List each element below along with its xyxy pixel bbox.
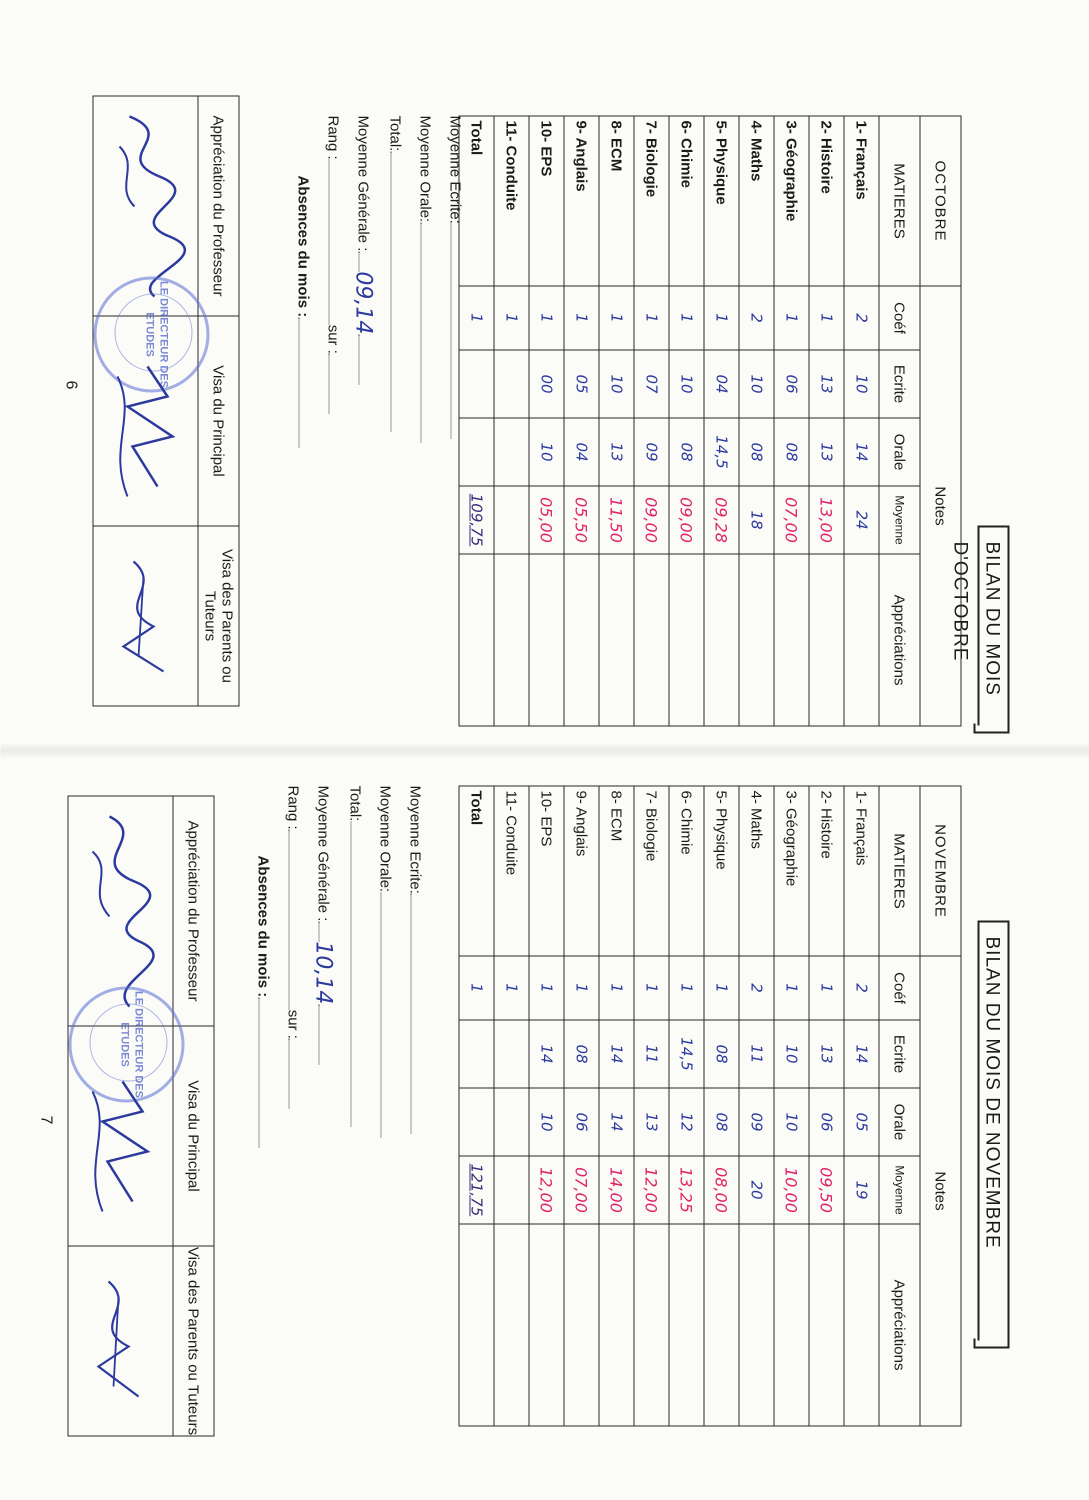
signature-icon bbox=[103, 546, 183, 686]
total-coef: 1 bbox=[459, 286, 494, 350]
moyenne-value: 13,00 bbox=[809, 486, 844, 554]
visa-principal-header: Visa du Principal bbox=[198, 316, 239, 526]
ecrite-header: Ecrite bbox=[879, 1020, 920, 1088]
orale-value: 06 bbox=[564, 1088, 599, 1156]
ecrite-value: 14 bbox=[529, 1020, 564, 1088]
appreciations-header: Appréciations bbox=[879, 1224, 920, 1426]
coef-value: 1 bbox=[704, 286, 739, 350]
ecrite-value: 10 bbox=[774, 1020, 809, 1088]
orale-value bbox=[494, 1088, 529, 1156]
ecrite-value: 14,5 bbox=[669, 1020, 704, 1088]
coef-value: 1 bbox=[809, 956, 844, 1020]
table-row bbox=[634, 786, 669, 1426]
coef-header: Coéf bbox=[879, 286, 920, 350]
coef-value: 2 bbox=[844, 956, 879, 1020]
coef-value: 1 bbox=[529, 956, 564, 1020]
moyenne-value bbox=[494, 1156, 529, 1224]
coef-value: 2 bbox=[739, 956, 774, 1020]
moyenne-value: 05,50 bbox=[564, 486, 599, 554]
page-novembre bbox=[0, 755, 1089, 1500]
table-row bbox=[809, 116, 844, 726]
appreciation-cell bbox=[704, 1224, 739, 1426]
orale-value: 14,5 bbox=[704, 418, 739, 486]
absences-label: Absences du mois : bbox=[254, 855, 271, 997]
coef-value: 1 bbox=[669, 286, 704, 350]
orale-value bbox=[494, 418, 529, 486]
table-row bbox=[739, 786, 774, 1426]
parents-signature-cell bbox=[93, 526, 198, 706]
rang-line bbox=[317, 115, 347, 445]
subject-name: 3- Géographie bbox=[774, 116, 809, 286]
coef-value: 1 bbox=[599, 956, 634, 1020]
marks-table bbox=[458, 115, 961, 726]
coef-value: 1 bbox=[669, 956, 704, 1020]
orale-value: 09 bbox=[739, 1088, 774, 1156]
total-coef: 1 bbox=[459, 956, 494, 1020]
moyenne-value: 08,00 bbox=[704, 1156, 739, 1224]
total-line-label: Total: bbox=[346, 785, 363, 821]
moyenne-header: Moyenne bbox=[879, 1156, 920, 1224]
signature-icon bbox=[72, 1071, 162, 1221]
coef-value: 1 bbox=[634, 286, 669, 350]
orale-header: Orale bbox=[879, 1088, 920, 1156]
subject-name: 7- Biologie bbox=[634, 116, 669, 286]
subject-name: 11- Conduite bbox=[494, 116, 529, 286]
orale-value: 04 bbox=[564, 418, 599, 486]
coef-value: 1 bbox=[599, 286, 634, 350]
subject-name: 9- Anglais bbox=[564, 786, 599, 956]
visa-table bbox=[92, 95, 239, 706]
ecrite-value: 10 bbox=[844, 350, 879, 418]
ecrite-header: Ecrite bbox=[879, 350, 920, 418]
moyenne-value: 09,00 bbox=[634, 486, 669, 554]
title-tab bbox=[973, 1338, 1009, 1348]
bilan-title bbox=[949, 525, 1009, 725]
appreciation-cell bbox=[634, 1224, 669, 1426]
appreciation-cell bbox=[669, 1224, 704, 1426]
total-line bbox=[379, 115, 409, 445]
visa-table bbox=[67, 795, 214, 1436]
moyenne-orale-line bbox=[409, 115, 439, 445]
moyenne-orale-label: Moyenne Orale: bbox=[376, 785, 393, 892]
rang-line bbox=[277, 785, 307, 1145]
matieres-header: MATIERES bbox=[879, 786, 920, 956]
orale-value: 14 bbox=[844, 418, 879, 486]
moyenne-generale-line bbox=[347, 115, 379, 445]
moyenne-value: 09,00 bbox=[669, 486, 704, 554]
rang-label: Rang : bbox=[284, 785, 301, 830]
coef-value: 1 bbox=[774, 286, 809, 350]
subject-name: 10- EPS bbox=[529, 116, 564, 286]
stamp-text: LE DIRECTEUR DES ETUDES bbox=[118, 990, 144, 1098]
signature-icon bbox=[74, 806, 164, 1016]
coef-value: 2 bbox=[844, 286, 879, 350]
appreciation-cell bbox=[634, 554, 669, 726]
appreciation-cell bbox=[669, 554, 704, 726]
ecrite-value: 11 bbox=[634, 1020, 669, 1088]
absences-label: Absences du mois : bbox=[294, 175, 311, 317]
table-row bbox=[634, 116, 669, 726]
table-row bbox=[494, 786, 529, 1426]
subject-name: 2- Histoire bbox=[809, 116, 844, 286]
subject-name: 4- Maths bbox=[739, 786, 774, 956]
appreciation-cell bbox=[564, 1224, 599, 1426]
table-row bbox=[669, 116, 704, 726]
appreciation-cell bbox=[844, 554, 879, 726]
appreciation-cell bbox=[844, 1224, 879, 1426]
ecrite-value: 13 bbox=[809, 350, 844, 418]
subject-name: 11- Conduite bbox=[494, 786, 529, 956]
appreciation-professeur-header: Appréciation du Professeur bbox=[198, 96, 239, 316]
ecrite-value: 10 bbox=[599, 350, 634, 418]
coef-value: 1 bbox=[809, 286, 844, 350]
title-tab bbox=[973, 723, 1009, 733]
signature-icon bbox=[78, 1266, 158, 1416]
moyenne-orale-line bbox=[369, 785, 399, 1145]
orale-value: 13 bbox=[809, 418, 844, 486]
moyenne-ecrite-line bbox=[439, 115, 469, 445]
coef-value: 1 bbox=[704, 956, 739, 1020]
table-row bbox=[599, 786, 634, 1426]
moyenne-generale-label: Moyenne Générale : bbox=[314, 785, 331, 921]
appreciation-cell bbox=[494, 1224, 529, 1426]
appreciation-professeur-header: Appréciation du Professeur bbox=[173, 796, 214, 1026]
moyenne-value: 12,00 bbox=[529, 1156, 564, 1224]
moyenne-value: 20 bbox=[739, 1156, 774, 1224]
coef-value: 1 bbox=[494, 286, 529, 350]
moyenne-value: 19 bbox=[844, 1156, 879, 1224]
table-row bbox=[599, 116, 634, 726]
moyenne-value bbox=[494, 486, 529, 554]
visa-principal-header: Visa du Principal bbox=[173, 1026, 214, 1246]
table-row bbox=[529, 116, 564, 726]
subject-name: 10- EPS bbox=[529, 786, 564, 956]
orale-value: 08 bbox=[669, 418, 704, 486]
orale-value: 06 bbox=[809, 1088, 844, 1156]
ecrite-value: 00 bbox=[529, 350, 564, 418]
coef-value: 1 bbox=[494, 956, 529, 1020]
appreciation-cell bbox=[739, 554, 774, 726]
notes-header: Notes bbox=[920, 286, 961, 726]
coef-value: 1 bbox=[774, 956, 809, 1020]
total-row bbox=[459, 786, 494, 1426]
subject-name: 2- Histoire bbox=[809, 786, 844, 956]
page-number: 6 bbox=[62, 380, 79, 389]
principal-signature-cell bbox=[68, 990, 173, 1246]
summary-lines bbox=[247, 785, 429, 1145]
appreciation-cell bbox=[494, 554, 529, 726]
ecrite-value: 08 bbox=[704, 1020, 739, 1088]
moyenne-generale-value: 10,14 bbox=[310, 940, 335, 1004]
coef-value: 1 bbox=[564, 956, 599, 1020]
subject-name: 7- Biologie bbox=[634, 786, 669, 956]
appreciation-cell bbox=[599, 554, 634, 726]
table-row bbox=[844, 116, 879, 726]
subject-name: 1- Français bbox=[844, 116, 879, 286]
page-number: 7 bbox=[37, 1115, 54, 1124]
total-label: Total bbox=[459, 116, 494, 286]
subject-name: 5- Physique bbox=[704, 116, 739, 286]
total-appreciation-cell bbox=[459, 554, 494, 726]
coef-value: 2 bbox=[739, 286, 774, 350]
appreciation-cell bbox=[704, 554, 739, 726]
moyenne-value: 13,25 bbox=[669, 1156, 704, 1224]
subject-name: 6- Chimie bbox=[669, 786, 704, 956]
moyenne-value: 07,00 bbox=[564, 1156, 599, 1224]
subject-name: 3- Géographie bbox=[774, 786, 809, 956]
moyenne-value: 10,00 bbox=[774, 1156, 809, 1224]
moyenne-ecrite-label: Moyenne Ecrite: bbox=[446, 115, 463, 224]
total-ecrite-cell bbox=[459, 1020, 494, 1088]
orale-value: 10 bbox=[529, 418, 564, 486]
subject-name: 1- Français bbox=[844, 786, 879, 956]
moyenne-value: 07,00 bbox=[774, 486, 809, 554]
moyenne-generale-label: Moyenne Générale : bbox=[354, 115, 371, 251]
appreciation-cell bbox=[739, 1224, 774, 1426]
subject-name: 8- ECM bbox=[599, 116, 634, 286]
coef-value: 1 bbox=[529, 286, 564, 350]
appreciation-cell bbox=[599, 1224, 634, 1426]
absences-line bbox=[247, 785, 277, 1145]
moyenne-value: 09,50 bbox=[809, 1156, 844, 1224]
table-row bbox=[774, 116, 809, 726]
total-label: Total bbox=[459, 786, 494, 956]
moyenne-value: 14,00 bbox=[599, 1156, 634, 1224]
appreciations-header: Appréciations bbox=[879, 554, 920, 726]
orale-value: 08 bbox=[774, 418, 809, 486]
moyenne-value: 12,00 bbox=[634, 1156, 669, 1224]
matieres-header: MATIERES bbox=[879, 116, 920, 286]
total-orale-cell bbox=[459, 1088, 494, 1156]
moyenne-header: Moyenne bbox=[879, 486, 920, 554]
moyenne-ecrite-label: Moyenne Ecrite: bbox=[406, 785, 423, 894]
ecrite-value: 10 bbox=[669, 350, 704, 418]
moyenne-ecrite-line bbox=[399, 785, 429, 1145]
table-row bbox=[494, 116, 529, 726]
ecrite-value: 08 bbox=[564, 1020, 599, 1088]
orale-value: 10 bbox=[529, 1088, 564, 1156]
marks-table bbox=[458, 785, 961, 1426]
stamp-text: LE DIRECTEUR DES ETUDES bbox=[143, 280, 169, 388]
signature-icon bbox=[97, 356, 187, 506]
subject-name: 5- Physique bbox=[704, 786, 739, 956]
appreciation-cell bbox=[529, 1224, 564, 1426]
coef-header: Coéf bbox=[879, 956, 920, 1020]
orale-value: 08 bbox=[739, 418, 774, 486]
orale-value: 13 bbox=[599, 418, 634, 486]
appreciation-cell bbox=[774, 554, 809, 726]
ecrite-value bbox=[494, 350, 529, 418]
moyenne-value: 05,00 bbox=[529, 486, 564, 554]
bilan-title bbox=[977, 920, 1009, 1340]
table-row bbox=[564, 116, 599, 726]
visa-parents-header: Visa des Parents ou Tuteurs bbox=[198, 526, 239, 706]
table-row bbox=[529, 786, 564, 1426]
sur-label: sur : bbox=[324, 324, 341, 354]
subject-name: 8- ECM bbox=[599, 786, 634, 956]
appreciation-cell bbox=[809, 554, 844, 726]
moyenne-generale-line bbox=[307, 785, 339, 1145]
ecrite-value: 14 bbox=[599, 1020, 634, 1088]
absences-line bbox=[287, 115, 317, 445]
page-octobre bbox=[0, 0, 1089, 745]
bilan-title-text: BILAN DU MOIS DE NOVEMBRE bbox=[981, 936, 1002, 1249]
total-line-label: Total: bbox=[386, 115, 403, 151]
moyenne-value: 09,28 bbox=[704, 486, 739, 554]
summary-lines bbox=[287, 115, 469, 445]
table-row bbox=[739, 116, 774, 726]
table-row bbox=[809, 786, 844, 1426]
ecrite-value: 11 bbox=[739, 1020, 774, 1088]
table-row bbox=[669, 786, 704, 1426]
ecrite-value: 05 bbox=[564, 350, 599, 418]
rang-label: Rang : bbox=[324, 115, 341, 160]
orale-value: 12 bbox=[669, 1088, 704, 1156]
orale-value: 08 bbox=[704, 1088, 739, 1156]
month-header: NOVEMBRE bbox=[920, 786, 961, 956]
total-appreciation-cell bbox=[459, 1224, 494, 1426]
subject-name: 4- Maths bbox=[739, 116, 774, 286]
visa-parents-header: Visa des Parents ou Tuteurs bbox=[173, 1246, 214, 1436]
total-value: 109,75 bbox=[459, 486, 494, 554]
sur-label: sur : bbox=[284, 1009, 301, 1039]
total-line bbox=[339, 785, 369, 1145]
total-value: 121,75 bbox=[459, 1156, 494, 1224]
table-row bbox=[844, 786, 879, 1426]
appreciation-cell bbox=[564, 554, 599, 726]
moyenne-orale-label: Moyenne Orale: bbox=[416, 115, 433, 222]
ecrite-value: 14 bbox=[844, 1020, 879, 1088]
ecrite-value: 04 bbox=[704, 350, 739, 418]
ecrite-value: 07 bbox=[634, 350, 669, 418]
appreciation-cell bbox=[529, 554, 564, 726]
ecrite-value: 06 bbox=[774, 350, 809, 418]
table-row bbox=[704, 116, 739, 726]
bilan-title-text: BILAN DU MOIS D'OCTOBRE bbox=[949, 541, 1002, 696]
moyenne-value: 18 bbox=[739, 486, 774, 554]
moyenne-value: 11,50 bbox=[599, 486, 634, 554]
coef-value: 1 bbox=[634, 956, 669, 1020]
orale-value: 10 bbox=[774, 1088, 809, 1156]
orale-value: 05 bbox=[844, 1088, 879, 1156]
appreciation-cell bbox=[809, 1224, 844, 1426]
subject-name: 9- Anglais bbox=[564, 116, 599, 286]
orale-header: Orale bbox=[879, 418, 920, 486]
ecrite-value: 10 bbox=[739, 350, 774, 418]
parents-signature-cell bbox=[68, 1246, 173, 1436]
orale-value: 13 bbox=[634, 1088, 669, 1156]
orale-value: 09 bbox=[634, 418, 669, 486]
month-header: OCTOBRE bbox=[920, 116, 961, 286]
table-row bbox=[704, 786, 739, 1426]
subject-name: 6- Chimie bbox=[669, 116, 704, 286]
moyenne-generale-value: 09,14 bbox=[350, 270, 375, 334]
coef-value: 1 bbox=[564, 286, 599, 350]
orale-value: 14 bbox=[599, 1088, 634, 1156]
moyenne-value: 24 bbox=[844, 486, 879, 554]
table-row bbox=[564, 786, 599, 1426]
principal-signature-cell bbox=[93, 280, 198, 526]
appreciation-cell bbox=[774, 1224, 809, 1426]
ecrite-value: 13 bbox=[809, 1020, 844, 1088]
table-row bbox=[774, 786, 809, 1426]
ecrite-value bbox=[494, 1020, 529, 1088]
notes-header: Notes bbox=[920, 956, 961, 1426]
